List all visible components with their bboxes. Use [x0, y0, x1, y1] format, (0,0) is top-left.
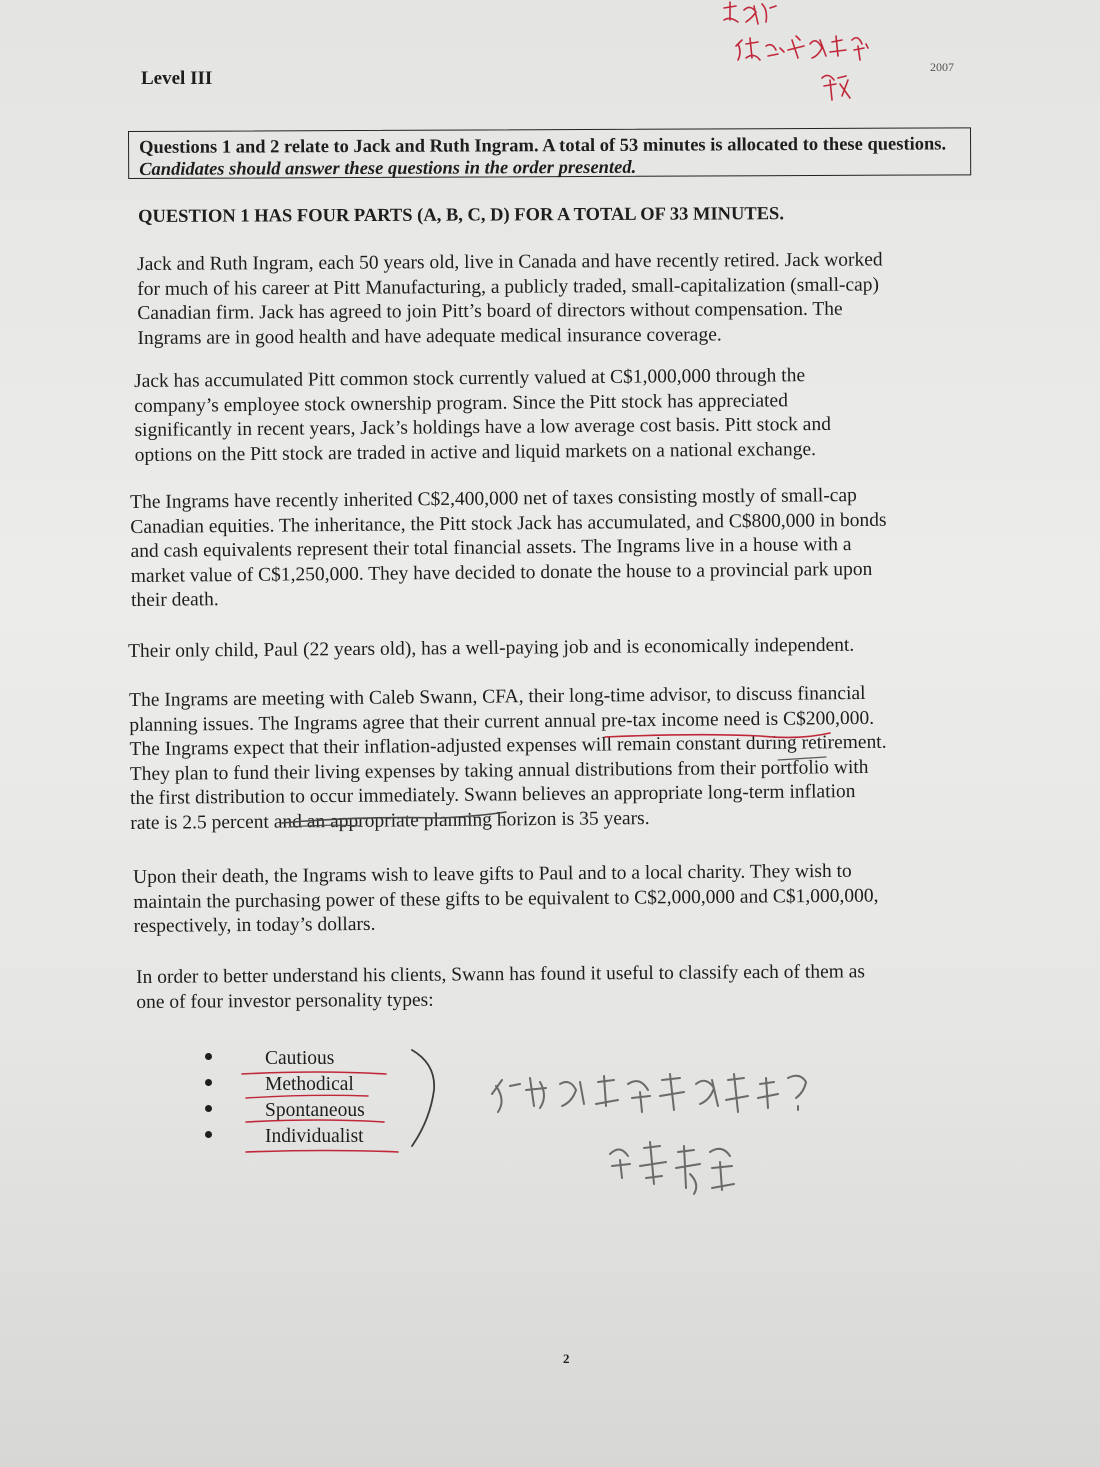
text-line: Canadian firm. Jack has agreed to join Pitt’s board of directors without compensation. The	[137, 298, 843, 324]
text-line: options on the Pitt stock are traded in active and liquid markets on a national exchange.	[134, 438, 817, 466]
text-line: The Ingrams are meeting with Caleb Swann, CFA, their long-time advisor, to discuss financial	[129, 682, 866, 711]
list-item-label: Spontaneous	[265, 1100, 365, 1121]
list-item-label: Individualist	[265, 1126, 364, 1147]
text-line: their death.	[130, 589, 219, 611]
question-heading: QUESTION 1 HAS FOUR PARTS (A, B, C, D) FOR A TOTAL OF 33 MINUTES.	[138, 204, 785, 227]
instructions-box	[128, 127, 971, 179]
text-line: Ingrams are in good health and have adequate medical insurance coverage.	[137, 323, 722, 349]
pencil-bracket	[412, 1050, 434, 1146]
paragraph-personality-intro	[136, 960, 865, 1015]
text-line: maintain the purchasing power of these gifts to be equivalent to C$2,000,000 and C$1,000,000,	[133, 884, 879, 913]
text-line: They plan to fund their living expenses by taking annual distributions from their portfolio with	[129, 756, 869, 785]
text-line: Jack and Ruth Ingram, each 50 years old, live in Canada and have recently retired. Jack worked	[137, 249, 883, 275]
red-handwritten-note	[718, 0, 893, 105]
text-line: company’s employee stock ownership program. Since the Pitt stock has appreciated	[134, 389, 789, 417]
text-line: one of four investor personality types:	[136, 989, 434, 1013]
paragraph-inheritance	[130, 484, 887, 614]
paragraph-child	[128, 634, 854, 665]
text-line: Jack has accumulated Pitt common stock currently valued at C$1,000,000 through the	[134, 365, 806, 392]
bullet-icon	[205, 1079, 212, 1086]
text-line: Canadian equities. The inheritance, the Pitt stock Jack has accumulated, and C$800,000 in bonds	[130, 509, 887, 538]
paragraph-pitt-stock	[134, 364, 831, 468]
text-line: Their only child, Paul (22 years old), has a well-paying job and is economically independent.	[128, 634, 855, 662]
text-line: planning issues. The Ingrams agree that their current annual pre-tax income need is C$200,000.	[129, 707, 875, 736]
text-line: Upon their death, the Ingrams wish to leave gifts to Paul and to a local charity. They wish to	[133, 860, 852, 888]
instructions-italic-text: Candidates should answer these questions in the order presented.	[139, 157, 637, 180]
level-label: Level III	[141, 68, 213, 89]
red-underline	[246, 1151, 398, 1153]
pencil-scribble	[492, 1074, 806, 1194]
text-line: market value of C$1,250,000. They have decided to donate the house to a provincial park upon	[130, 558, 873, 587]
bullet-icon	[205, 1105, 212, 1112]
instructions-bold-text: Questions 1 and 2 relate to Jack and Ruth Ingram. A total of 53 minutes is allocated to these questions.	[139, 134, 947, 158]
paragraph-gifts	[133, 859, 879, 939]
year-label: 2007	[930, 60, 954, 74]
text-line: the first distribution to occur immediately. Swann believes an appropriate long-term inflation	[129, 781, 856, 809]
text-line: In order to better understand his clients, Swann has found it useful to classify each of them as	[136, 961, 866, 988]
text-line: The Ingrams expect that their inflation-adjusted expenses will remain constant during retirement.	[129, 731, 887, 760]
text-line: The Ingrams have recently inherited C$2,400,000 net of taxes consisting mostly of small-cap	[130, 485, 857, 513]
paragraph-background	[137, 248, 883, 351]
text-line: rate is 2.5 percent and an appropriate planning horizon is 35 years.	[130, 807, 650, 834]
paragraph-advisor-meeting	[129, 682, 887, 836]
bullet-icon	[205, 1131, 212, 1138]
bullet-icon	[205, 1053, 212, 1060]
list-item-label: Cautious	[265, 1048, 335, 1069]
text-line: and cash equivalents represent their total financial assets. The Ingrams live in a house with a	[130, 534, 852, 562]
page-number: 2	[563, 1351, 570, 1366]
text-line: significantly in recent years, Jack’s holdings have a low average cost basis. Pitt stock and	[134, 413, 831, 441]
text-line: respectively, in today’s dollars.	[133, 913, 376, 937]
text-line: for much of his career at Pitt Manufacturing, a publicly traded, small-capitalization (small-cap)	[137, 273, 880, 300]
list-item-label: Methodical	[265, 1074, 354, 1095]
